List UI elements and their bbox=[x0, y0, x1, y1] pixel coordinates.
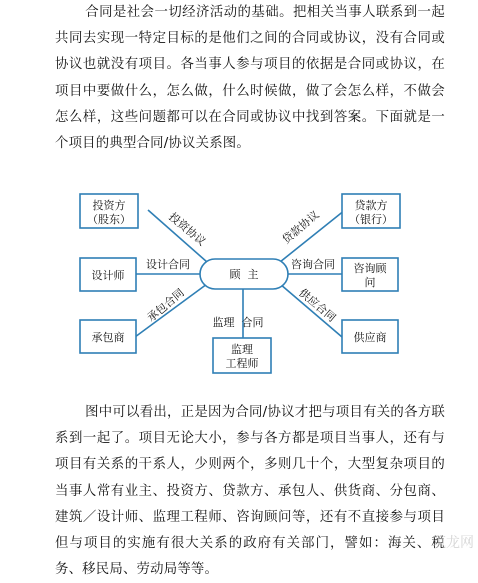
investor-line-2: （股东） bbox=[87, 213, 131, 226]
explain-paragraph bbox=[55, 400, 445, 583]
edge-label-supervision: 监理 合同 bbox=[212, 316, 264, 329]
contract-relationship-diagram bbox=[0, 180, 478, 385]
node-contractor bbox=[80, 320, 136, 353]
edge-label-contracting: 承包合同 bbox=[144, 286, 187, 325]
intro-text: 合同是社会一切经济活动的基础。把相关当事人联系到一起共同去实现一特定目标的是他们之间的合同或协议，没有合同或协议也就没有项目。各当事人参与项目的依据是合同或协议，在项目中要做什么，怎么做，什么时候做，做了会怎么样，不做会怎么样，这些问题都可以在合同或协议中找到答案。下面就是一个项目的典型合同/协议关系图。 bbox=[55, 5, 445, 152]
lender-line-2: （银行） bbox=[349, 213, 393, 226]
edge-label-consulting: 咨询合同 bbox=[291, 258, 335, 271]
node-investor bbox=[80, 194, 138, 228]
node-supplier bbox=[342, 320, 398, 353]
intro-paragraph bbox=[55, 0, 445, 157]
supplier-label: 供应商 bbox=[353, 331, 387, 344]
center-label: 顾 主 bbox=[229, 268, 259, 281]
lender-line-1: 贷款方 bbox=[354, 199, 388, 212]
node-designer bbox=[80, 258, 136, 291]
edge-label-loan: 贷款协议 bbox=[279, 208, 322, 247]
node-consultant bbox=[342, 258, 398, 291]
edge-label-supply: 供应合同 bbox=[296, 286, 339, 325]
watermark: 筑龙网 bbox=[432, 535, 474, 551]
investor-line-1: 投资方 bbox=[92, 199, 126, 212]
node-supervisor bbox=[213, 338, 271, 373]
consultant-line-1: 咨询顾 bbox=[353, 262, 387, 275]
supervisor-line-1: 监理 bbox=[231, 343, 253, 356]
edge-label-design: 设计合同 bbox=[146, 258, 190, 271]
contractor-label: 承包商 bbox=[91, 331, 125, 344]
node-lender bbox=[342, 194, 400, 228]
edge-label-investment: 投资协议 bbox=[166, 210, 209, 249]
designer-label: 设计师 bbox=[91, 269, 125, 282]
supervisor-line-2: 工程师 bbox=[225, 357, 259, 370]
consultant-line-2: 问 bbox=[364, 276, 376, 289]
explain-text: 图中可以看出，正是因为合同/协议才把与项目有关的各方联系到一起了。项目无论大小，参与各方都是项目当事人，还有与项目有关系的干系人，少则两个，多则几十个，大型复杂项目的当事人常有业主、投资方、贷款方、承包人、供货商、分包商、建筑／设计师、监理工程师、咨询顾问等，还有不直接参与项目但与项目的实施有很大关系的政府有关部门，譬如：海关、税务、移民局、劳动局等等。 bbox=[55, 405, 445, 578]
